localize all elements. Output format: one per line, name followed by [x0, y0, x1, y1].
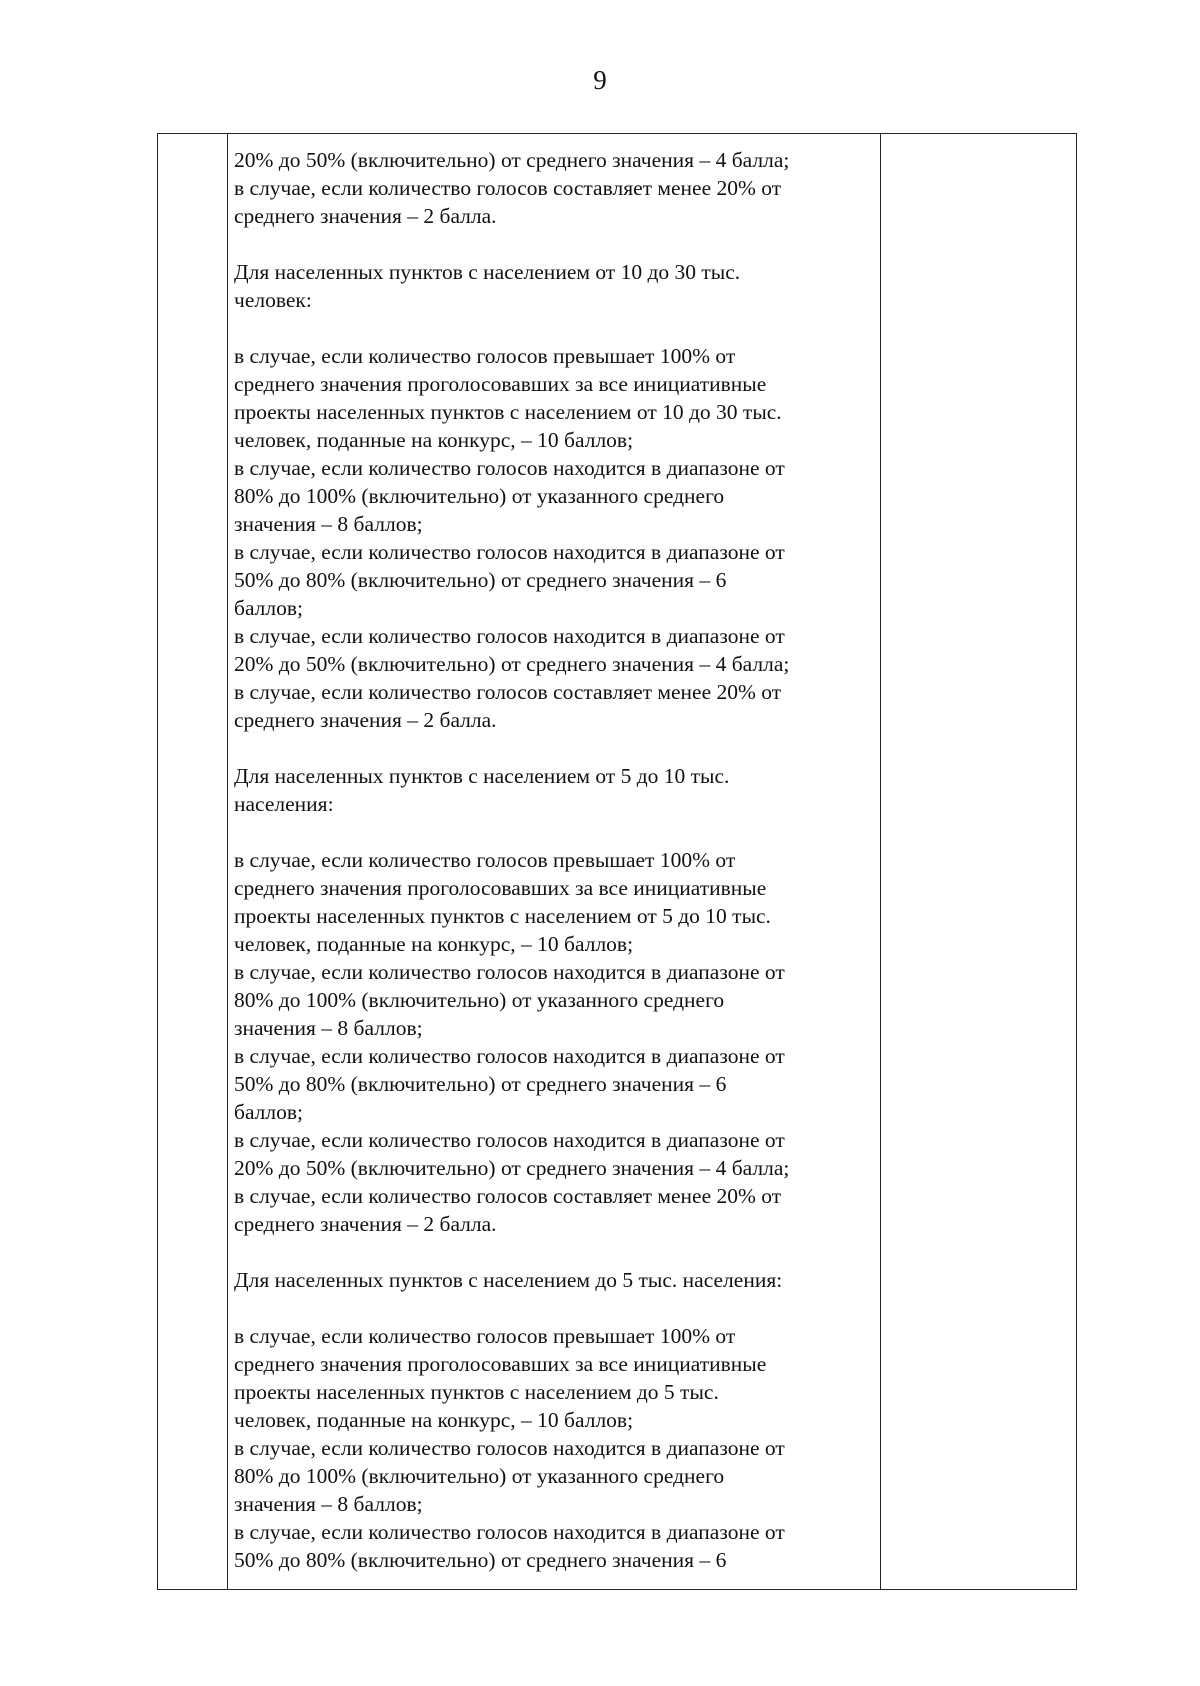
text-line: 80% до 100% (включительно) от указанного среднего [234, 1464, 725, 1488]
text-line: в случае, если количество голосов находится в диапазоне от [234, 456, 785, 480]
text-line: 80% до 100% (включительно) от указанного среднего [234, 988, 725, 1012]
text-line: среднего значения проголосовавших за все инициативные [234, 1352, 767, 1376]
text-line: в случае, если количество голосов находится в диапазоне от [234, 960, 785, 984]
text-line: 20% до 50% (включительно) от среднего значения – 4 балла; [234, 1156, 790, 1180]
text-line: человек, поданные на конкурс, – 10 баллов; [234, 932, 634, 956]
text-line: баллов; [234, 596, 304, 620]
paragraph-gap [234, 314, 872, 342]
paragraph-gap [234, 230, 872, 258]
text-line: значения – 8 баллов; [234, 512, 423, 536]
text-line: человек, поданные на конкурс, – 10 баллов; [234, 1408, 634, 1432]
paragraph-gap [234, 734, 872, 762]
text-line: человек: [234, 288, 312, 312]
page-number: 9 [593, 65, 607, 95]
text-line: среднего значения – 2 балла. [234, 708, 497, 732]
text-line: в случае, если количество голосов находится в диапазоне от [234, 1044, 785, 1068]
text-line: в случае, если количество голосов превышает 100% от [234, 1324, 736, 1348]
text-line: человек, поданные на конкурс, – 10 баллов; [234, 428, 634, 452]
text-line: 50% до 80% (включительно) от среднего значения – 6 [234, 1072, 727, 1096]
text-line: в случае, если количество голосов находится в диапазоне от [234, 1436, 785, 1460]
text-line: 20% до 50% (включительно) от среднего значения – 4 балла; [234, 148, 790, 172]
paragraph-gap [234, 818, 872, 846]
text-line: 50% до 80% (включительно) от среднего значения – 6 [234, 1548, 727, 1572]
paragraph-gap [234, 1238, 872, 1266]
text-line: 20% до 50% (включительно) от среднего значения – 4 балла; [234, 652, 790, 676]
text-line: 80% до 100% (включительно) от указанного среднего [234, 484, 725, 508]
paragraph-gap [234, 1294, 872, 1322]
criteria-table [157, 133, 1077, 1590]
text-line: Для населенных пунктов с населением от 10 до 30 тыс. [234, 260, 741, 284]
text-line: значения – 8 баллов; [234, 1016, 423, 1040]
text-line: в случае, если количество голосов находится в диапазоне от [234, 1128, 785, 1152]
text-line: 50% до 80% (включительно) от среднего значения – 6 [234, 568, 727, 592]
text-line: населения: [234, 792, 334, 816]
text-line: в случае, если количество голосов находится в диапазоне от [234, 540, 785, 564]
table-column-notes [880, 134, 1076, 1589]
text-line: в случае, если количество голосов превышает 100% от [234, 848, 736, 872]
text-line: Для населенных пунктов с населением до 5 тыс. населения: [234, 1268, 783, 1292]
text-line: среднего значения – 2 балла. [234, 204, 497, 228]
text-line: проекты населенных пунктов с населением до 5 тыс. [234, 1380, 719, 1404]
text-line: в случае, если количество голосов превышает 100% от [234, 344, 736, 368]
text-line: в случае, если количество голосов составляет менее 20% от [234, 1184, 782, 1208]
text-line: проекты населенных пунктов с населением от 5 до 10 тыс. [234, 904, 771, 928]
text-line: среднего значения проголосовавших за все инициативные [234, 372, 767, 396]
text-line: в случае, если количество голосов составляет менее 20% от [234, 176, 782, 200]
table-column-criteria-text [228, 134, 880, 1589]
text-line: значения – 8 баллов; [234, 1492, 423, 1516]
text-line: баллов; [234, 1100, 304, 1124]
text-line: в случае, если количество голосов составляет менее 20% от [234, 680, 782, 704]
text-line: в случае, если количество голосов находится в диапазоне от [234, 1520, 785, 1544]
text-line: в случае, если количество голосов находится в диапазоне от [234, 624, 785, 648]
table-column-number [158, 134, 228, 1589]
text-line: проекты населенных пунктов с населением от 10 до 30 тыс. [234, 400, 782, 424]
text-line: среднего значения проголосовавших за все инициативные [234, 876, 767, 900]
text-line: Для населенных пунктов с населением от 5 до 10 тыс. [234, 764, 730, 788]
text-line: среднего значения – 2 балла. [234, 1212, 497, 1236]
